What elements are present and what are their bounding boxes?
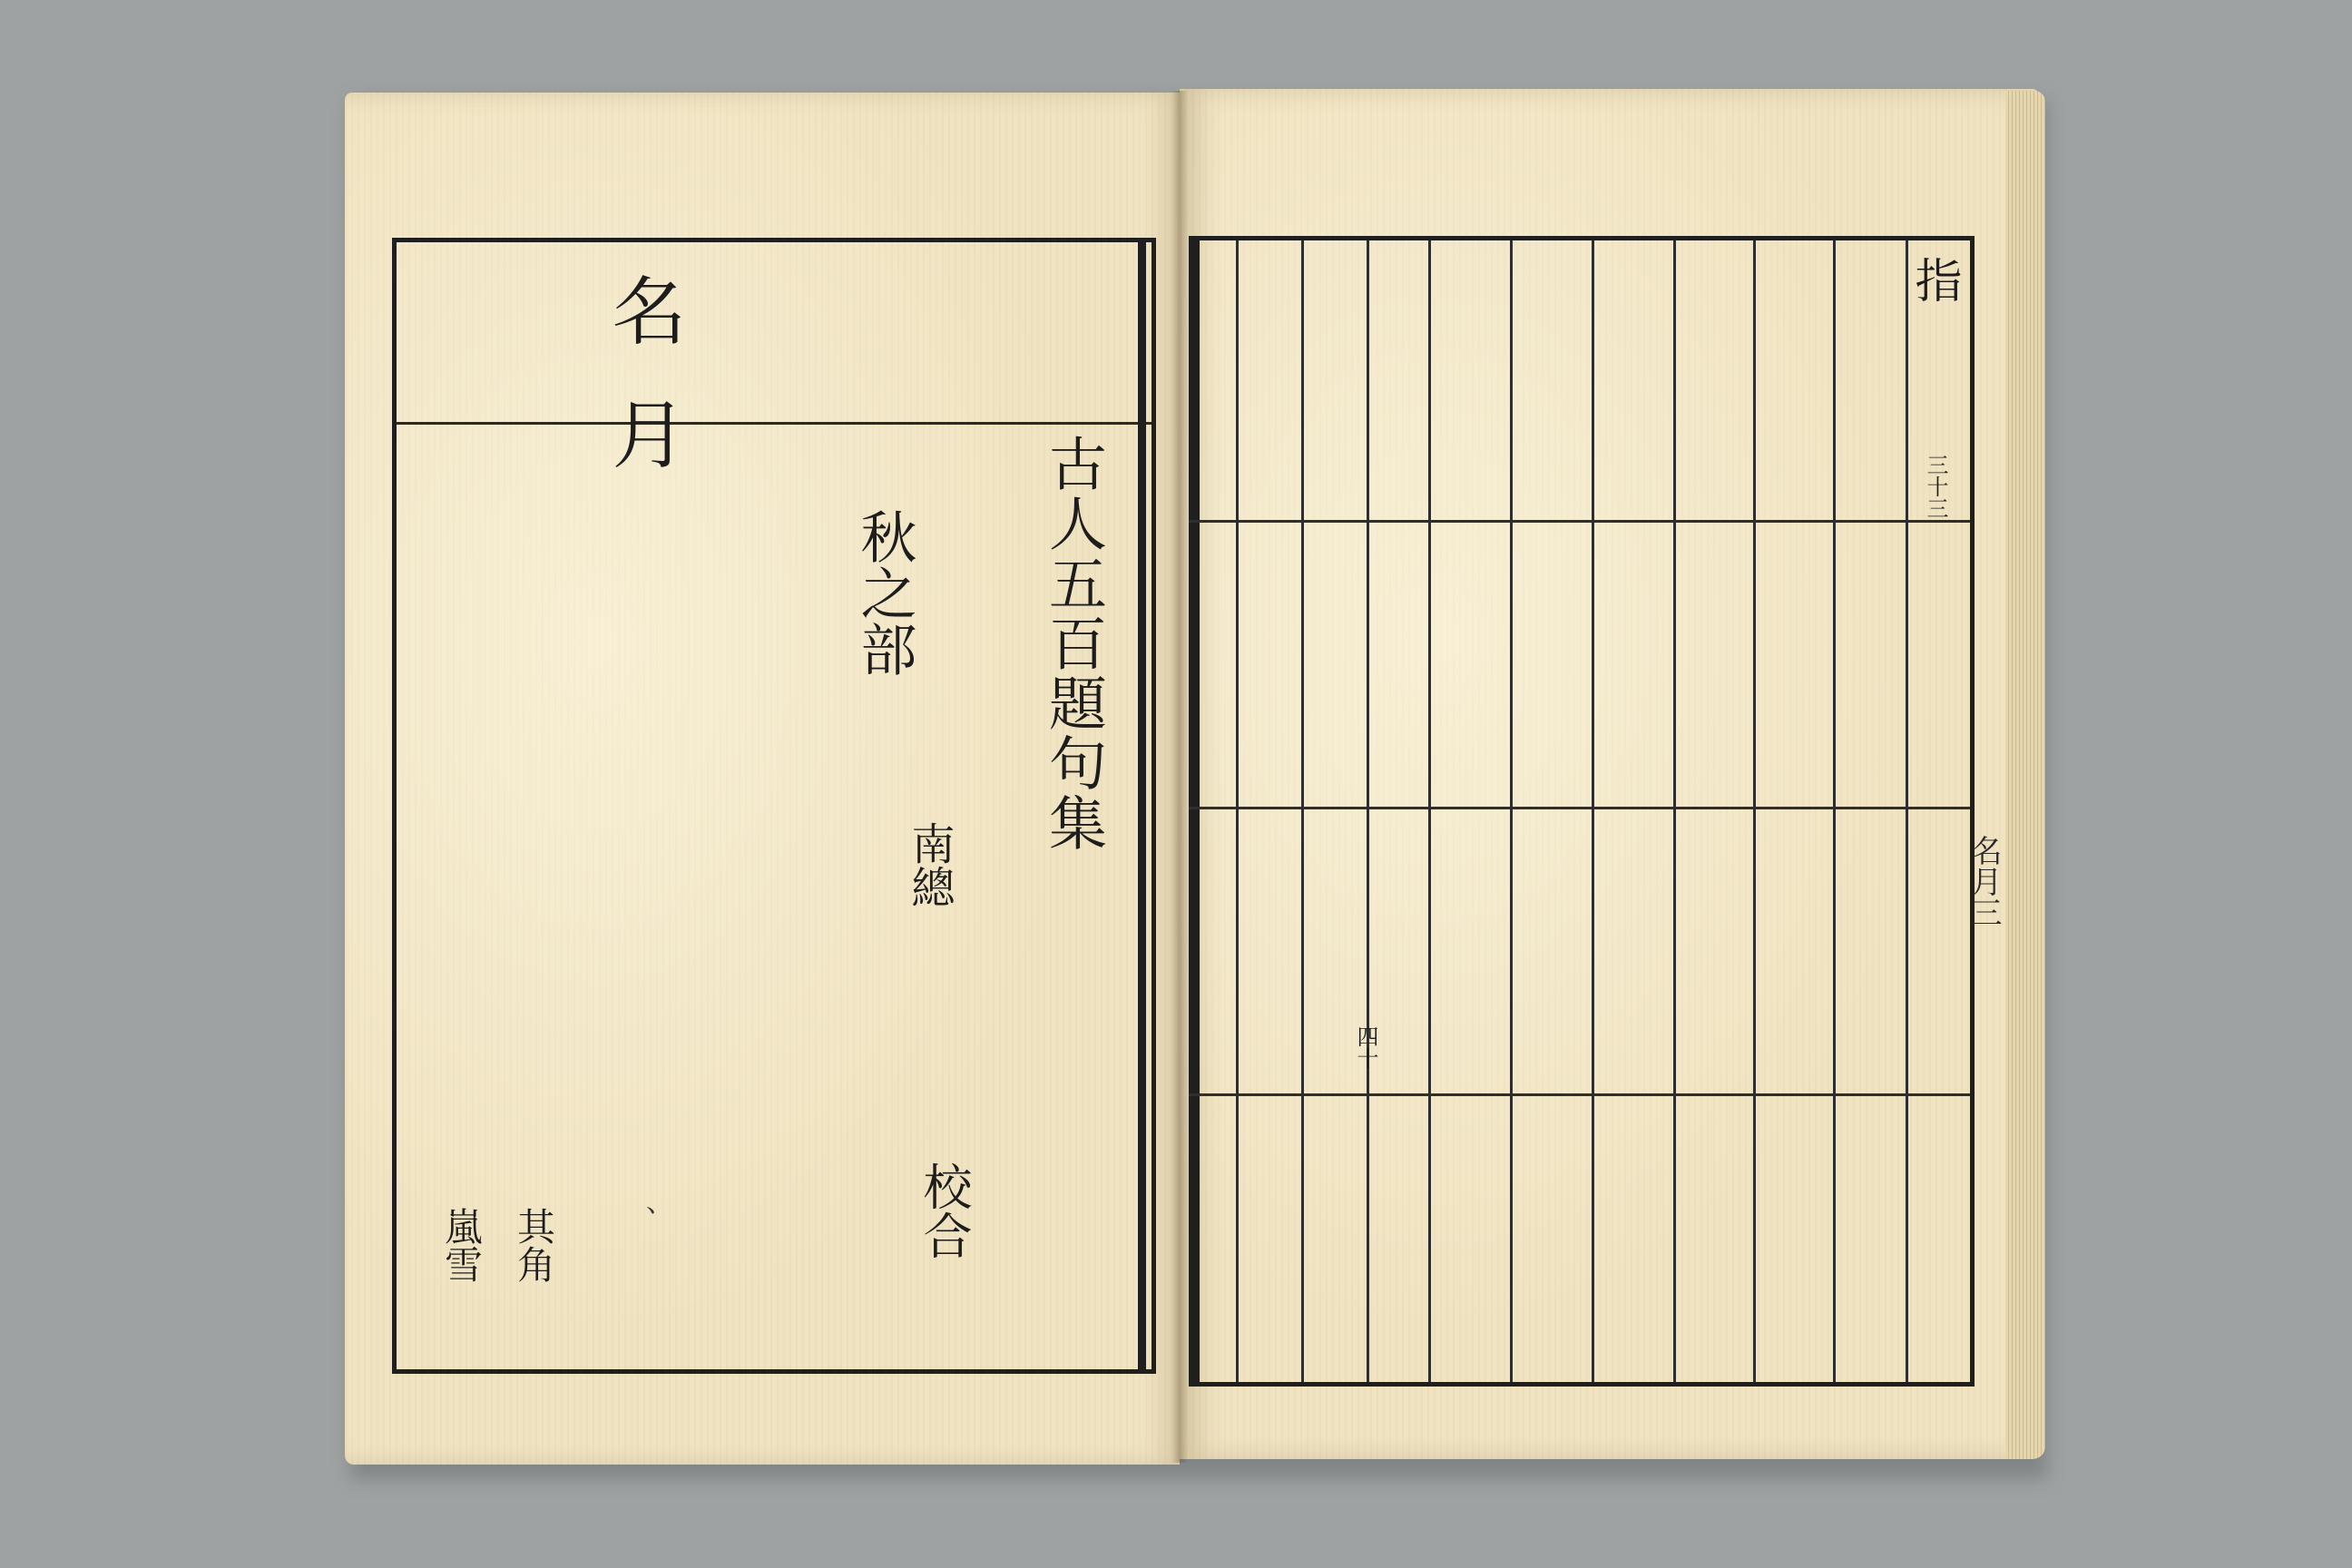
compiler-name: 南總 <box>904 821 955 908</box>
column-rule <box>1428 240 1431 1382</box>
book-gutter <box>1172 91 1187 1463</box>
entry-number: 三十三 <box>1923 454 1948 519</box>
section-heading: 秋之部 <box>851 508 917 677</box>
column-rule <box>1673 240 1676 1382</box>
column-rule <box>1236 240 1239 1382</box>
collection-heading: 古人五百題句集 <box>1039 434 1106 853</box>
collation-note: 校合 <box>916 1161 973 1259</box>
table-header: 指 <box>1906 256 1961 303</box>
running-head: 名月三 <box>1965 835 2002 927</box>
table-frame <box>1189 236 1975 1387</box>
title-band <box>397 242 1152 425</box>
reader-mark: 、 <box>646 1187 673 1219</box>
row-rule <box>1189 520 1970 523</box>
column-rule <box>1833 240 1836 1382</box>
row-rule <box>1189 1093 1970 1096</box>
row-rule <box>1189 807 1970 809</box>
page-edges <box>2005 91 2045 1459</box>
page-title: 名月 <box>600 272 686 519</box>
column-rule <box>1510 240 1513 1382</box>
column-rule <box>1906 240 1908 1382</box>
verse-author: 嵐雪 <box>439 1207 484 1283</box>
verse-author: 其角 <box>512 1207 556 1283</box>
column-rule <box>1753 240 1756 1382</box>
column-rule <box>1301 240 1304 1382</box>
column-rule <box>1592 240 1594 1382</box>
entry-number: 四十 <box>1353 1025 1378 1069</box>
column-rule <box>1367 240 1369 1382</box>
